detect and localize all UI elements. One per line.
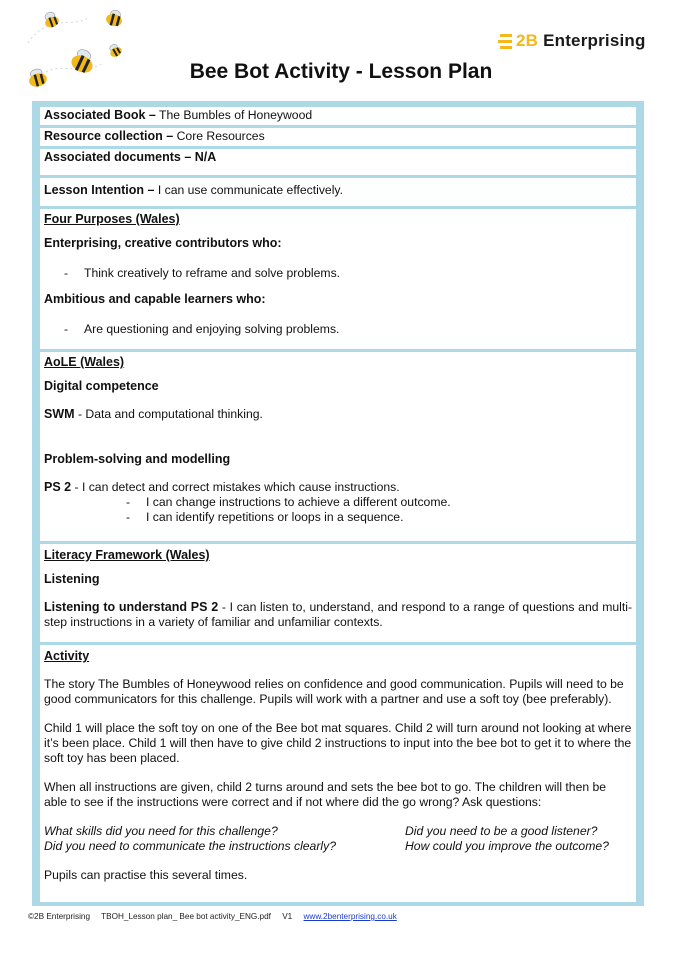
lesson-intention-row — [40, 178, 636, 206]
question: How could you improve the outcome? — [405, 839, 609, 853]
brand-logo — [498, 30, 646, 52]
activity-section — [40, 645, 636, 902]
digital-competence-title: Digital competence — [44, 379, 159, 393]
bee-icon — [42, 10, 60, 29]
associated-book-value: The Bumbles of Honeywood — [159, 108, 313, 122]
resource-collection-value: Core Resources — [176, 129, 265, 143]
problem-solving-title: Problem-solving and modelling — [44, 452, 231, 466]
resource-collection-row — [40, 128, 636, 146]
activity-heading: Activity — [44, 649, 90, 663]
literacy-heading: Literacy Framework (Wales) — [44, 548, 210, 562]
footer-version: V1 — [282, 912, 293, 921]
question: Did you need to communicate the instructions clearly? — [44, 839, 336, 853]
swm-label: SWM — [44, 407, 75, 421]
page-title: Bee Bot Activity - Lesson Plan — [189, 60, 493, 83]
ps2-bullet: - I can change instructions to achieve a different outcome. — [44, 495, 632, 510]
footer-copyright: ©2B Enterprising — [28, 912, 91, 921]
activity-closing: Pupils can practise this several times. — [44, 868, 248, 882]
purpose-item: - Think creatively to reframe and solve problems. — [44, 266, 632, 281]
purpose-group-title: Enterprising, creative contributors who: — [44, 236, 282, 250]
page-footer — [28, 912, 397, 921]
purpose-item: - Are questioning and enjoying solving problems. — [44, 322, 632, 337]
associated-documents-label: Associated documents – N/A — [44, 150, 217, 164]
footer-website-link[interactable]: www.2benterprising.co.uk — [303, 912, 397, 921]
resource-collection-label: Resource collection – — [44, 129, 174, 143]
aole-heading: AoLE (Wales) — [44, 355, 125, 369]
purpose-group-title: Ambitious and capable learners who: — [44, 292, 266, 306]
aole-section — [40, 352, 636, 541]
lesson-intention-label: Lesson Intention – — [44, 183, 155, 197]
question-row — [44, 824, 632, 839]
four-purposes-heading: Four Purposes (Wales) — [44, 212, 180, 226]
associated-documents-row — [40, 149, 636, 175]
listening-ps2-label: Listening to understand PS 2 — [44, 600, 219, 614]
listening-ps2-text: - I can listen to, understand, and respond to a range of questions and multi-step instructions in a variety of familiar and unfamiliar contexts. — [44, 600, 633, 629]
logo-prefix: 2B — [516, 31, 539, 50]
bees-illustration — [18, 8, 138, 98]
question-row — [44, 839, 632, 854]
swm-text: - Data and computational thinking. — [77, 407, 263, 421]
activity-paragraph: Child 1 will place the soft toy on one of the Bee bot mat squares. Child 2 will turn around not looking at where it’s been place. Child 1 will then have to give child 2 instructions to input into the bee bot to get it to where the soft toy has been placed. — [44, 721, 632, 765]
lesson-intention-value: I can use communicate effectively. — [157, 183, 343, 197]
literacy-framework-section — [40, 544, 636, 642]
ps2-bullet: - I can identify repetitions or loops in a sequence. — [44, 510, 632, 525]
ps2-text: - I can detect and correct mistakes which cause instructions. — [74, 480, 400, 494]
question: Did you need to be a good listener? — [405, 824, 598, 838]
four-purposes-section — [40, 209, 636, 349]
logo-name: Enterprising — [543, 31, 646, 50]
footer-filename: TBOH_Lesson plan_ Bee bot activity_ENG.pdf — [101, 912, 271, 921]
bee-icon — [105, 8, 125, 28]
question: What skills did you need for this challenge? — [44, 824, 278, 838]
associated-book-label: Associated Book – — [44, 108, 156, 122]
bee-icon — [107, 42, 124, 59]
activity-paragraph: When all instructions are given, child 2 turns around and sets the bee bot to go. The children will then be able to see if the instructions were correct and if not where did the go wrong? Ask questions: — [44, 780, 607, 809]
associated-book-row — [40, 107, 636, 125]
activity-paragraph: The story The Bumbles of Honeywood relies on confidence and good communication. Pupils will need to be good communicators for this challenge. Pupils will work with a partner and use a soft toy (bee preferably). — [44, 677, 624, 706]
lesson-plan-table — [32, 101, 644, 906]
bee-logo-icon — [498, 30, 514, 52]
listening-title: Listening — [44, 572, 100, 586]
ps2-label: PS 2 — [44, 480, 72, 494]
